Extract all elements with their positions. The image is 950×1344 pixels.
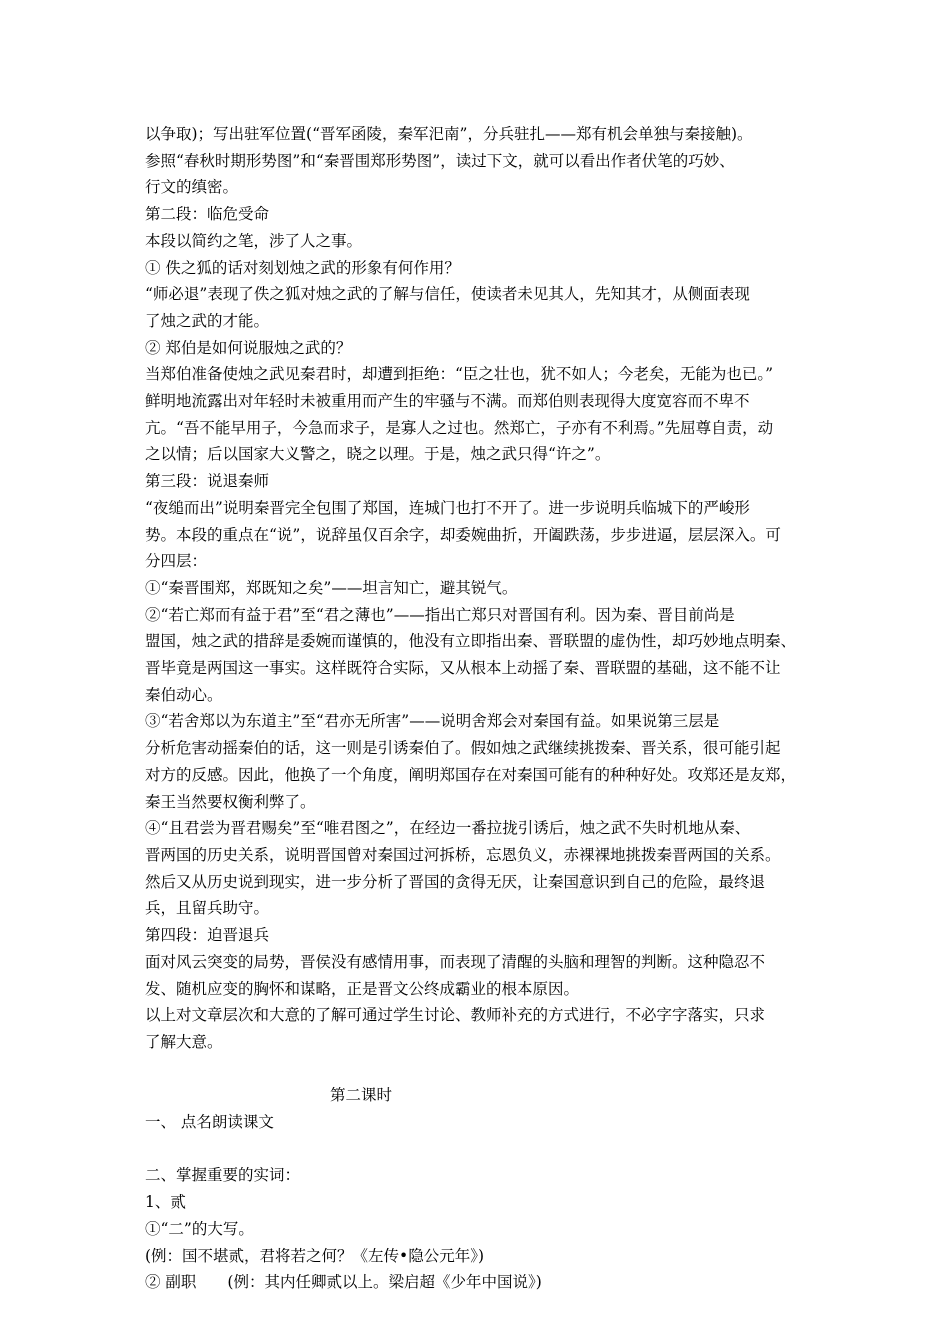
document-page [145,121,815,1296]
text-line: ③“若舍郑以为东道主”至“君亦无所害”——说明舍郑会对秦国有益。如果说第三层是 [145,712,720,731]
text-line: 面对风云突变的局势，晋侯没有感情用事，而表现了清醒的头脑和理智的判断。这种隐忍不 [145,952,766,971]
text-line: 鲜明地流露出对年轻时未被重用而产生的牢骚与不满。而郑伯则表现得大度宽容而不卑不 [145,392,750,411]
text-line: 第三段：说退秦师 [145,472,270,491]
text-line: 了解大意。 [145,1032,223,1051]
text-line: “夜缒而出”说明秦晋完全包围了郑国，连城门也打不开了。进一步说明兵临城下的严峻形 [145,498,750,517]
text-line: ① 佚之狐的话对刻划烛之武的形象有何作用？ [145,258,460,277]
text-line: 亢。“吾不能早用子，今急而求子，是寡人之过也。然郑亡，子亦有不利焉。”先屈尊自责，动 [145,418,774,437]
text-line: ④“且君尝为晋君赐矣”至“唯君图之”，在经边一番拉拢引诱后，烛之武不失时机地从秦、 [145,819,751,838]
text-line: 秦伯动心。 [145,685,223,704]
text-line: 之以情；后以国家大义警之，晓之以理。于是，烛之武只得“许之”。 [145,445,611,464]
text-line: 了烛之武的才能。 [145,311,270,330]
text-line: 发、随机应变的胸怀和谋略，正是晋文公终成霸业的根本原因。 [145,979,580,998]
text-line: 兵，且留兵助守。 [145,899,270,918]
text-line: “师必退”表现了佚之狐对烛之武的了解与信任，使读者未见其人，先知其才，从侧面表现 [145,285,750,304]
text-line: 本段以简约之笔，涉了人之事。 [145,231,363,250]
text-line: 参照“春秋时期形势图”和“秦晋围郑形势图”，读过下文，就可以看出作者伏笔的巧妙、 [145,151,735,170]
text-line: 一、 点名朗读课文 [145,1113,274,1131]
text-line: 行文的缜密。 [145,178,239,197]
blank-line [145,1136,815,1163]
text-line: 1、贰 [145,1193,186,1212]
text-line: 当郑伯准备使烛之武见秦君时，却遭到拒绝：“臣之壮也，犹不如人；今老矣，无能为也已。” [145,365,774,384]
text-line: ② 郑伯是如何说服烛之武的？ [145,338,352,357]
text-line: ②“若亡郑而有益于君”至“君之薄也”——指出亡郑只对晋国有利。因为秦、晋目前尚是 [145,605,735,624]
text-line: ② 副职 (例：其内任卿贰以上。梁启超《少年中国说》) [145,1273,542,1292]
text-line: 第二段：临危受命 [145,205,270,224]
text-line: 以争取)；写出驻军位置(“晋军函陵，秦军汜南”，分兵驻扎——郑有机会单独与秦接触)。 [145,125,753,143]
text-line: 晋两国的历史关系，说明晋国曾对秦国过河拆桥，忘恩负义，赤裸裸地挑拨秦晋两国的关系。 [145,845,781,864]
text-line: 盟国，烛之武的措辞是委婉而谨慎的，他没有立即指出秦、晋联盟的虚伪性，却巧妙地点明秦、 [145,632,797,651]
text-line: ①“二”的大写。 [145,1219,254,1238]
text-line: 对方的反感。因此，他换了一个角度，阐明郑国存在对秦国可能有的种种好处。攻郑还是友郑， [145,765,797,784]
text-line: 分析危害动摇秦伯的话，这一则是引诱秦伯了。假如烛之武继续挑拨秦、晋关系，很可能引起 [145,739,781,758]
text-line: 第四段：迫晋退兵 [145,926,270,945]
section-heading: 第二课时 [330,1086,393,1105]
blank-line [145,1056,815,1083]
text-line: 势。本段的重点在“说”，说辞虽仅百余字，却委婉曲折，开阖跌荡，步步进逼，层层深入。可 [145,525,781,544]
text-line: 分四层： [145,552,208,571]
text-line: 然后又从历史说到现实，进一步分析了晋国的贪得无厌，让秦国意识到自己的危险，最终退 [145,872,766,891]
text-line: 以上对文章层次和大意的了解可通过学生讨论、教师补充的方式进行，不必字字落实，只求 [145,1006,766,1025]
text-line: 秦王当然要权衡利弊了。 [145,792,316,811]
text-line: 晋毕竟是两国这一事实。这样既符合实际，又从根本上动摇了秦、晋联盟的基础，这不能不让 [145,659,781,678]
text-line: ①“秦晋围郑，郑既知之矣”——坦言知亡，避其锐气。 [145,578,518,597]
text-line: 二、掌握重要的实词： [145,1166,301,1185]
text-line: (例：国不堪贰，君将若之何？《左传•隐公元年》) [145,1246,484,1265]
